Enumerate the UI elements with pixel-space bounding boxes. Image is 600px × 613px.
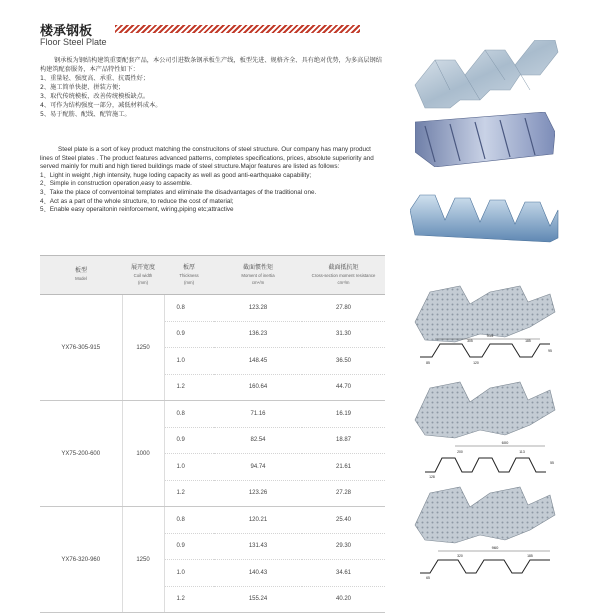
cell-thickness: 0.8 xyxy=(164,401,214,428)
cell-thickness: 0.9 xyxy=(164,321,214,348)
intro-cn-list xyxy=(40,74,385,119)
cell-thickness: 0.9 xyxy=(164,427,214,454)
cell-inertia: 136.23 xyxy=(214,321,302,348)
cell-thickness: 0.8 xyxy=(164,507,214,534)
cell-inertia: 148.45 xyxy=(214,348,302,375)
cell-inertia: 131.43 xyxy=(214,533,302,560)
profile-3-pitch: 320 xyxy=(457,554,463,558)
cell-inertia: 94.74 xyxy=(214,454,302,481)
cell-thickness: 0.8 xyxy=(164,295,214,322)
profile-1-total: 915 xyxy=(486,333,494,338)
profile-2-side-a: 128 xyxy=(429,475,435,479)
page-title-en: Floor Steel Plate xyxy=(40,37,107,47)
intro-cn-item: 4、可作为结构强度一部分，减低材料成本。 xyxy=(40,102,162,109)
profile-1-side-b: 95 xyxy=(548,349,552,353)
cell-resistance: 40.20 xyxy=(302,586,385,613)
cell-resistance: 29.30 xyxy=(302,533,385,560)
cell-inertia: 160.64 xyxy=(214,374,302,401)
profile-1-top: 185 xyxy=(525,339,531,343)
cell-resistance: 44.70 xyxy=(302,374,385,401)
cell-width: 1000 xyxy=(122,401,164,507)
cell-thickness: 1.2 xyxy=(164,374,214,401)
header-thickness: 板厚 Thickness (mm) xyxy=(164,256,214,295)
profile-3-top: 185 xyxy=(527,554,533,558)
page-title-cn: 楼承钢板 xyxy=(40,24,93,39)
cell-resistance: 27.28 xyxy=(302,480,385,507)
cell-resistance: 18.87 xyxy=(302,427,385,454)
cell-model: YX75-200-600 xyxy=(40,401,122,507)
table-header-row xyxy=(40,256,385,295)
deck-photo-3 xyxy=(410,190,560,245)
cell-thickness: 1.0 xyxy=(164,560,214,587)
profile-2-total: 600 xyxy=(501,440,509,445)
cell-inertia: 155.24 xyxy=(214,586,302,613)
intro-en-list xyxy=(40,172,385,215)
cell-width: 1250 xyxy=(122,507,164,613)
deck-profile-1 xyxy=(410,282,560,372)
profile-1-bottom: 120 xyxy=(473,361,479,365)
cell-thickness: 1.0 xyxy=(164,454,214,481)
intro-cn-item: 5、易于配筋、配线、配管施工。 xyxy=(40,111,131,118)
profile-2-top: 113 xyxy=(519,450,525,454)
intro-cn-item: 3、取代传统模板，改善传统模板缺点。 xyxy=(40,93,150,100)
intro-cn xyxy=(40,56,385,119)
intro-cn-item: 1、重量轻、强度高、承重、抗震性好； xyxy=(40,75,150,82)
header-model: 板型 Model xyxy=(40,256,122,295)
profile-3-side-a: 65 xyxy=(426,576,430,580)
profile-3-total: 960 xyxy=(491,545,499,550)
spec-table xyxy=(40,255,385,613)
cell-model: YX76-305-915 xyxy=(40,295,122,401)
cell-resistance: 25.40 xyxy=(302,507,385,534)
cell-thickness: 1.2 xyxy=(164,480,214,507)
intro-cn-paragraph: 钢承板为钢结构建筑重要配套产品，本公司引进数条钢承板生产线，板型先进、规格齐全、具有绝对优势，为多高层钢结构建筑配套服务，本产品特性如下： xyxy=(40,57,382,73)
cell-resistance: 16.19 xyxy=(302,401,385,428)
cell-resistance: 31.30 xyxy=(302,321,385,348)
cell-inertia: 123.26 xyxy=(214,480,302,507)
intro-en-item: 5、Enable easy operaitonin reinforcement, wiring,piping etc;attractive xyxy=(40,206,234,214)
cell-thickness: 1.0 xyxy=(164,348,214,375)
table-row xyxy=(40,507,385,534)
cell-model: YX76-320-960 xyxy=(40,507,122,613)
cell-inertia: 82.54 xyxy=(214,427,302,454)
intro-en-item: 1、Light in weight ,high intensity, huge loding capacity as well as good anti-earthquake capability; xyxy=(40,171,312,179)
profile-1-side-a: 85 xyxy=(426,361,430,365)
intro-en-item: 4、Act as a part of the whole structure, to reduce the cost of material; xyxy=(40,197,234,205)
cell-resistance: 34.61 xyxy=(302,560,385,587)
title-decoration xyxy=(115,25,360,33)
table-row xyxy=(40,401,385,428)
cell-width: 1250 xyxy=(122,295,164,401)
cell-thickness: 0.9 xyxy=(164,533,214,560)
cell-resistance: 36.50 xyxy=(302,348,385,375)
deck-photo-1 xyxy=(410,40,560,110)
header-resistance: 截面抵抗矩 Cross-section moment resistance cm³/m xyxy=(302,256,385,295)
deck-photo-2 xyxy=(415,112,555,167)
intro-cn-item: 2、施工简单快捷、拼装方便； xyxy=(40,84,125,91)
deck-profile-2 xyxy=(410,380,560,480)
intro-en xyxy=(40,146,385,215)
header-inertia: 截面惯性矩 Moment of inertia cm⁴/m xyxy=(214,256,302,295)
cell-resistance: 21.61 xyxy=(302,454,385,481)
table-row xyxy=(40,295,385,322)
cell-inertia: 71.16 xyxy=(214,401,302,428)
profile-2-pitch: 200 xyxy=(457,450,463,454)
profile-2-side-b: 55 xyxy=(550,461,554,465)
cell-inertia: 140.43 xyxy=(214,560,302,587)
cell-resistance: 27.80 xyxy=(302,295,385,322)
cell-thickness: 1.2 xyxy=(164,586,214,613)
intro-en-item: 2、Simple in construction operation,easy to assemble. xyxy=(40,180,192,188)
deck-profile-3 xyxy=(410,485,560,580)
cell-inertia: 123.28 xyxy=(214,295,302,322)
intro-en-paragraph: Steel plate is a sort of key product matching the construcitons of steel structure. Our company has many product lines of Steel plates . The product features advanced patterns, completes specifications, prices, absolute superiority and served mainly for multi and high tiered buildings made of steel structure.Major features are listed as follows: xyxy=(40,146,374,171)
cell-inertia: 120.21 xyxy=(214,507,302,534)
profile-1-pitch: 305 xyxy=(467,339,473,343)
intro-en-item: 3、Take the place of conventoinal templates and eliminate the disadvantages of the traditional one. xyxy=(40,188,317,196)
header-coil-width: 展开宽度 Coil width (mm) xyxy=(122,256,164,295)
